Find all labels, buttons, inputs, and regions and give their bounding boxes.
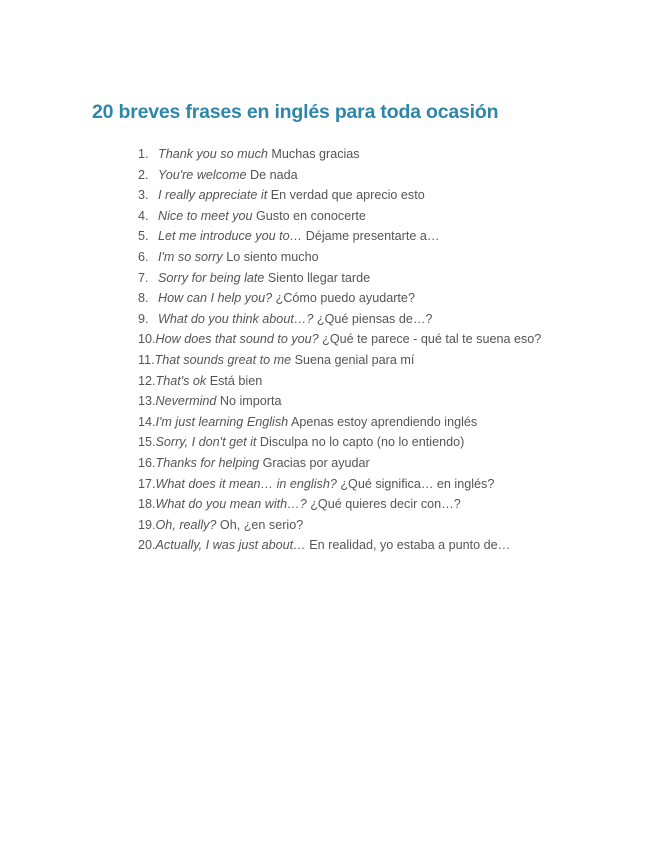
english-phrase: Sorry for being late: [158, 270, 265, 285]
phrase-list: [138, 144, 541, 556]
spanish-translation: Lo siento mucho: [226, 249, 319, 264]
english-phrase: How does that sound to you?: [155, 332, 319, 347]
spanish-translation: Apenas estoy aprendiendo inglés: [290, 414, 478, 429]
item-number: 12.: [138, 373, 156, 388]
spanish-translation: Déjame presentarte a…: [305, 229, 440, 244]
spanish-translation: Gracias por ayudar: [262, 455, 370, 470]
spanish-translation: ¿Qué te parece - qué tal te suena eso?: [322, 332, 542, 347]
list-item: [138, 453, 541, 474]
item-number: 15.: [138, 435, 156, 450]
english-phrase: You're welcome: [158, 167, 247, 182]
item-number: 5.: [138, 229, 149, 244]
item-number: 9.: [138, 311, 149, 326]
spanish-translation: Disculpa no lo capto (no lo entiendo): [259, 435, 465, 450]
spanish-translation: ¿Qué piensas de…?: [316, 311, 433, 326]
english-phrase: That sounds great to me: [154, 352, 292, 367]
english-phrase: Actually, I was just about…: [155, 538, 306, 553]
spanish-translation: En verdad que aprecio esto: [270, 188, 425, 203]
spanish-translation: En realidad, yo estaba a punto de…: [309, 538, 511, 553]
english-phrase: Oh, really?: [155, 517, 217, 532]
list-item: [138, 247, 541, 268]
item-number: 7.: [138, 270, 149, 285]
list-item: [138, 288, 541, 309]
list-item: [138, 391, 541, 412]
item-number: 4.: [138, 208, 149, 223]
english-phrase: Nevermind: [155, 394, 217, 409]
list-item: [138, 494, 541, 515]
item-number: 8.: [138, 291, 149, 306]
item-number: 19.: [138, 517, 156, 532]
english-phrase: That's ok: [155, 373, 207, 388]
item-number: 13.: [138, 394, 156, 409]
item-number: 11.: [138, 352, 155, 367]
item-number: 6.: [138, 249, 149, 264]
english-phrase: What do you mean with…?: [155, 497, 307, 512]
english-phrase: Nice to meet you: [158, 208, 253, 223]
list-item: [138, 206, 541, 227]
item-number: 10.: [138, 332, 156, 347]
spanish-translation: Gusto en conocerte: [256, 208, 366, 223]
list-item: [138, 226, 541, 247]
english-phrase: What does it mean… in english?: [155, 476, 337, 491]
list-item: [138, 474, 541, 495]
list-item: [138, 144, 541, 165]
item-number: 17.: [138, 476, 156, 491]
item-number: 16.: [138, 455, 156, 470]
list-item: [138, 329, 541, 350]
item-number: 3.: [138, 188, 149, 203]
spanish-translation: Muchas gracias: [271, 147, 360, 161]
item-number: 14.: [138, 414, 156, 429]
list-item: [138, 412, 541, 433]
english-phrase: Let me introduce you to…: [158, 229, 303, 244]
english-phrase: I'm so sorry: [158, 249, 223, 264]
item-number: 20.: [138, 538, 156, 553]
english-phrase: What do you think about…?: [158, 311, 314, 326]
spanish-translation: ¿Qué significa… en inglés?: [340, 476, 495, 491]
english-phrase: How can I help you?: [158, 291, 273, 306]
english-phrase: Thank you so much: [158, 147, 268, 161]
english-phrase: Thanks for helping: [155, 455, 260, 470]
spanish-translation: No importa: [219, 394, 282, 409]
spanish-translation: Está bien: [209, 373, 263, 388]
list-item: [138, 165, 541, 186]
english-phrase: I'm just learning English: [155, 414, 289, 429]
english-phrase: Sorry, I don't get it: [155, 435, 257, 450]
spanish-translation: Suena genial para mí: [294, 352, 415, 367]
page-title: 20 breves frases en inglés para toda ocasión: [92, 101, 499, 123]
list-item: [138, 535, 541, 556]
spanish-translation: ¿Cómo puedo ayudarte?: [275, 291, 415, 306]
spanish-translation: ¿Qué quieres decir con…?: [310, 497, 461, 512]
english-phrase: I really appreciate it: [158, 188, 268, 203]
spanish-translation: De nada: [250, 167, 298, 182]
list-item: [138, 515, 541, 536]
list-item: [138, 309, 541, 330]
list-item: [138, 268, 541, 289]
list-item: [138, 185, 541, 206]
list-item: [138, 432, 541, 453]
spanish-translation: Siento llegar tarde: [267, 270, 371, 285]
item-number: 1.: [138, 147, 149, 161]
item-number: 18.: [138, 497, 156, 512]
list-item: [138, 350, 541, 371]
spanish-translation: Oh, ¿en serio?: [219, 517, 304, 532]
item-number: 2.: [138, 167, 149, 182]
list-item: [138, 371, 541, 392]
